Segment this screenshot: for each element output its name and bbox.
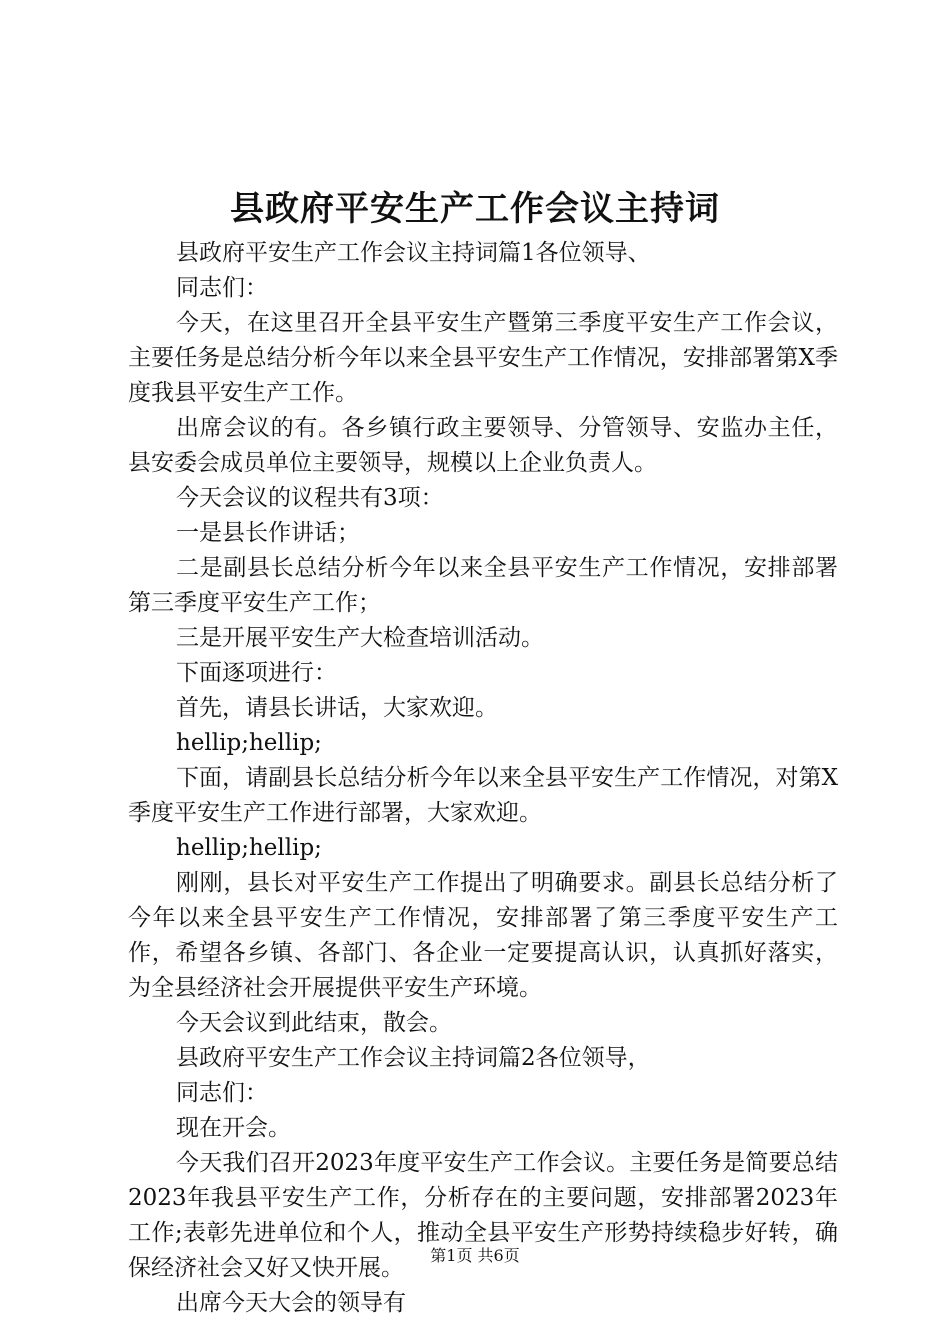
paragraph: 今天，在这里召开全县平安生产暨第三季度平安生产工作会议，主要任务是总结分析今年以来全县平安生产工作情况，安排部署第X季度我县平安生产工作。 <box>128 310 838 406</box>
paragraph: 出席今天大会的领导有 <box>176 1290 406 1316</box>
paragraph: 二是副县长总结分析今年以来全县平安生产工作情况，安排部署第三季度平安生产工作； <box>128 555 838 616</box>
paragraph: 县政府平安生产工作会议主持词篇2各位领导， <box>176 1045 651 1071</box>
page-footer: 第1页 共6页 <box>430 1246 520 1265</box>
paragraph: 一是县长作讲话； <box>176 520 360 546</box>
paragraph: 县政府平安生产工作会议主持词篇1各位领导、 <box>176 240 651 266</box>
paragraph: 出席会议的有。各乡镇行政主要领导、分管领导、安监办主任，县安委会成员单位主要领导，规模以上企业负责人。 <box>128 415 838 476</box>
paragraph: 同志们： <box>176 1080 268 1106</box>
paragraph: 下面逐项进行： <box>176 660 337 686</box>
paragraph: 刚刚，县长对平安生产工作提出了明确要求。副县长总结分析了今年以来全县平安生产工作情况，安排部署了第三季度平安生产工作，希望各乡镇、各部门、各企业一定要提高认识，认真抓好落实，为全县经济社会开展提供平安生产环境。 <box>128 870 838 1001</box>
paragraph: 今天会议到此结束，散会。 <box>176 1010 452 1036</box>
paragraph: 首先，请县长讲话，大家欢迎。 <box>176 695 498 721</box>
paragraph: hellip;hellip; <box>176 730 322 756</box>
paragraph: 今天我们召开2023年度平安生产工作会议。主要任务是简要总结2023年我县平安生产工作，分析存在的主要问题，安排部署2023年工作;表彰先进单位和个人，推动全县平安生产形势持续稳步好转，确保经济社会又好又快开展。 <box>128 1150 838 1281</box>
document-title: 县政府平安生产工作会议主持词 <box>230 189 720 229</box>
paragraph: 今天会议的议程共有3项： <box>176 485 444 511</box>
paragraph: 三是开展平安生产大检查培训活动。 <box>176 625 544 651</box>
document-body <box>128 236 838 1321</box>
paragraph: 下面，请副县长总结分析今年以来全县平安生产工作情况，对第X季度平安生产工作进行部署，大家欢迎。 <box>128 765 838 826</box>
paragraph: 现在开会。 <box>176 1115 291 1141</box>
paragraph: hellip;hellip; <box>176 835 322 861</box>
paragraph: 同志们： <box>176 275 268 301</box>
